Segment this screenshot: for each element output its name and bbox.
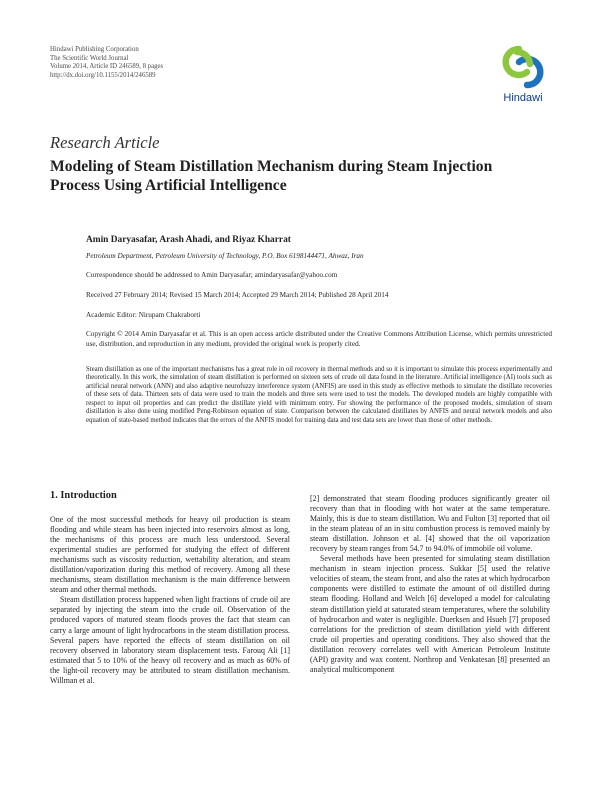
author-list: Amin Daryasafar, Arash Ahadi, and Riyaz Kharrat [86,235,291,245]
affiliation: Petroleum Department, Petroleum University of Technology, P.O. Box 6198144471, Ahwaz, Iran [86,252,364,260]
paragraph: Several methods have been presented for simulating steam distillation mechanism in steam injection process. Sukkar [5] used the relative velocities of steam, the steam front, and also the rates at which hydrocarbon components were distilled to estimate the amount of oil distilled during steam flooding. Holland and Welch [6] developed a model for calculating steam distillation yield at saturated steam temperatures, where the solubility of hydrocarbon and water is negligible. Duerksen and Hsueh [7] proposed correlations for the prediction of steam distillation yield with different crude oil properties and operating conditions. They also showed that the distillation recovery correlates well with American Petroleum Institute (API) gravity and wax content. Northrop and Venkatesan [8] presented an analytical multicomponent [310,554,550,674]
correspondence: Correspondence should be addressed to Amin Daryasafar; amindaryasafar@yahoo.com [86,271,338,279]
paragraph: One of the most successful methods for heavy oil production is steam flooding and while steam has been injected into reservoirs almost as long, the mechanisms of this process are much less understood. Several experimental studies are performed for studying the effect of different mechanisms such as viscosity reduction, wettability alteration, and steam distillation/vaporization during this method of recovery. Among all these mechanisms, steam distillation mechanism is the main difference between steam and other thermal methods. [50,515,290,595]
doi-link[interactable]: http://dx.doi.org/10.1155/2014/246589 [50,71,156,79]
academic-editor: Academic Editor: Nirupam Chakraborti [86,311,201,319]
paragraph: Steam distillation process happened when light fractions of crude oil are separated by injecting the steam into the crude oil. Observation of the produced vapors of matured steam floods proves the fact that steam can carry a large amount of light hydrocarbons in the steam distillation process. Several papers have reported the effects of steam distillation on oil recovery observed in laboratory steam displacement tests. Farouq Ali [1] estimated that 5 to 10% of the heavy oil recovery and as much as 60% of the light-oil recovery may be attributed to steam distillation mechanism. Willman et al. [50,595,290,685]
journal-name: The Scientific World Journal [50,54,129,62]
paragraph: [2] demonstrated that steam flooding produces significantly greater oil recovery than that in flooding with hot water at the same temperature. Mainly, this is due to steam distillation. Wu and Fulton [3] reported that oil in the steam plateau of an in situ combustion process is removed mainly by steam distillation. Johnson et al. [4] showed that the oil vaporization recovery by steam ranges from 54.7 to 94.0% of immobile oil volume. [310,494,550,554]
volume-line: Volume 2014, Article ID 246589, 8 pages [50,63,164,71]
publication-dates: Received 27 February 2014; Revised 15 March 2014; Accepted 29 March 2014; Published 28 April 2014 [86,291,389,299]
hindawi-wordmark: Hindawi [503,92,543,104]
publisher-line: Hindawi Publishing Corporation [50,46,139,53]
journal-header [50,46,163,80]
section-heading: 1. Introduction [50,490,117,501]
article-title: Modeling of Steam Distillation Mechanism during Steam Injection Process Using Artificial Intelligence [50,158,493,194]
hindawi-rings-icon [497,44,549,90]
abstract: Steam distillation as one of the important mechanisms has a great role in oil recovery in thermal methods and so it is important to simulate this process experimentally and theoretically. In this work, the simulation of steam distillation is performed on sixteen sets of crude oil data found in the literature. Artificial intelligence (AI) tools such as artificial neural network (ANN) and also adaptive neurofuzzy interference system (ANFIS) are used in this study as effective methods to simulate the distillate recoveries of these sets of data. Thirteen sets of data were used to train the models and three sets were used to test the models. The developed models are highly compatible with respect to input oil properties and can predict the distillate yield with minimum entry. For showing the performance of the proposed models, simulation of steam distillation is also done using modified Peng-Robinson equation of state. Comparison between the calculated distillates by ANFIS and neural network models and also equation of state-based method indicates that the errors of the ANFIS model for training data and test data sets are lower than those of other methods. [86,366,552,424]
article-type: Research Article [50,133,160,152]
left-column [50,515,290,686]
hindawi-logo [497,44,549,106]
right-column [310,494,550,675]
copyright-notice: Copyright © 2014 Amin Daryasafar et al. This is an open access article distributed under the Creative Commons Attribution License, which permits unrestricted use, distribution, and reproduction in any medium, provided the original work is properly cited. [86,330,552,348]
